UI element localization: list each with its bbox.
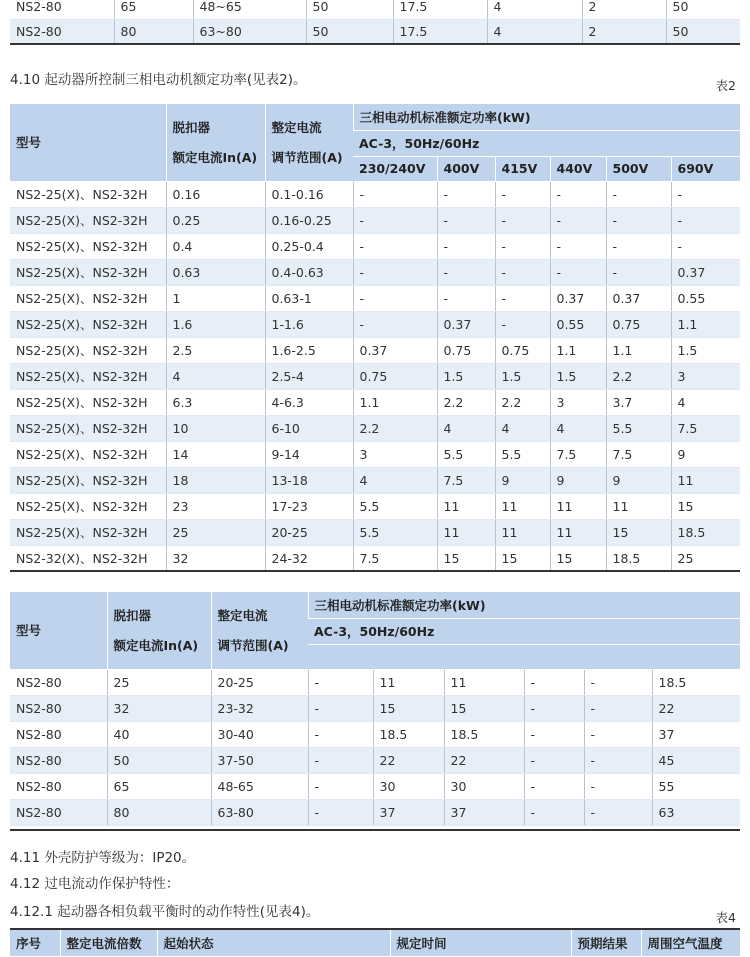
table-cell: 0.37 — [550, 285, 606, 311]
table-cell: 15 — [437, 545, 495, 571]
table-cell: NS2-80 — [10, 773, 107, 799]
table-cell: - — [437, 207, 495, 233]
table-cell: - — [308, 669, 373, 695]
t3-header-empty-band — [308, 644, 740, 669]
table-cell: - — [524, 799, 584, 825]
t2-header-voltage: 400V — [437, 156, 495, 181]
table-cell: 9 — [671, 441, 740, 467]
table-cell: 0.55 — [550, 311, 606, 337]
table-cell: NS2-80 — [10, 19, 114, 44]
t2-header-voltage: 230/240V — [353, 156, 437, 181]
t4-header-cell: 预期结果 — [571, 930, 641, 956]
table-cell: 0.16 — [166, 181, 265, 207]
table-row — [10, 773, 740, 799]
table-cell: 5.5 — [437, 441, 495, 467]
table-cell: 80 — [107, 799, 211, 825]
table-cell: - — [584, 695, 652, 721]
table-row — [10, 181, 740, 207]
t2-header-trip-line2: 额定电流In(A) — [172, 150, 258, 166]
table-cell: NS2-25(X)、NS2-32H — [10, 389, 166, 415]
table-cell: - — [308, 799, 373, 825]
table-cell: - — [550, 181, 606, 207]
table-cell: 0.25-0.4 — [265, 233, 353, 259]
table-cell: 50 — [666, 0, 740, 19]
table-cell: - — [308, 773, 373, 799]
table-cell: 3 — [550, 389, 606, 415]
trip-characteristics-table — [10, 930, 740, 957]
t3-header-trip — [107, 592, 211, 669]
table-cell: 18 — [166, 467, 265, 493]
table-cell: - — [353, 181, 437, 207]
table-cell: 5.5 — [353, 493, 437, 519]
table-row — [10, 337, 740, 363]
table-cell: 6-10 — [265, 415, 353, 441]
table-cell: - — [353, 311, 437, 337]
table-cell: - — [584, 747, 652, 773]
table-cell: 30-40 — [211, 721, 308, 747]
table-cell: - — [495, 285, 550, 311]
section-4-12-1-text: 4.12.1 起动器各相负载平衡时的动作特性(见表4)。 — [10, 904, 320, 920]
table-cell: 25 — [107, 669, 211, 695]
table-cell: 7.5 — [671, 415, 740, 441]
t3-header-setting-line2: 调节范围(A) — [217, 638, 289, 654]
table-cell: 7.5 — [606, 441, 671, 467]
table2-label: 表2 — [715, 78, 736, 93]
table-cell: 0.16-0.25 — [265, 207, 353, 233]
table-cell: 11 — [671, 467, 740, 493]
t4-header-cell: 序号 — [10, 930, 60, 956]
table-cell: 22 — [444, 747, 524, 773]
table-cell: 22 — [652, 695, 740, 721]
table-cell: 18.5 — [671, 519, 740, 545]
table-cell: - — [353, 233, 437, 259]
table-cell: 2.2 — [606, 363, 671, 389]
table-cell: 9-14 — [265, 441, 353, 467]
table-cell: 7.5 — [550, 441, 606, 467]
table-cell: NS2-80 — [10, 695, 107, 721]
table-cell: 3.7 — [606, 389, 671, 415]
table-cell: 10 — [166, 415, 265, 441]
table-cell: 15 — [671, 493, 740, 519]
t3-header-model: 型号 — [10, 592, 107, 669]
table-row — [10, 19, 740, 44]
table-cell: 17-23 — [265, 493, 353, 519]
table-cell: 0.75 — [437, 337, 495, 363]
table-cell: 23-32 — [211, 695, 308, 721]
table-cell: - — [584, 799, 652, 825]
table-cell: NS2-80 — [10, 0, 114, 19]
table-cell: 4 — [487, 19, 582, 44]
table-cell: 11 — [437, 493, 495, 519]
table-cell: - — [308, 721, 373, 747]
table-cell: - — [524, 773, 584, 799]
table-cell: 1 — [166, 285, 265, 311]
table-cell: - — [606, 207, 671, 233]
table-row — [10, 285, 740, 311]
table-cell: 3 — [353, 441, 437, 467]
t2-header-voltage: 690V — [671, 156, 740, 181]
table-cell: 50 — [107, 747, 211, 773]
table-row — [10, 0, 740, 19]
table-cell: 1.5 — [671, 337, 740, 363]
table-cell: 11 — [444, 669, 524, 695]
table-cell: 11 — [373, 669, 444, 695]
table-row — [10, 669, 740, 695]
table-cell: NS2-25(X)、NS2-32H — [10, 181, 166, 207]
table-row — [10, 389, 740, 415]
table-cell: 50 — [306, 0, 393, 19]
table-cell: 9 — [550, 467, 606, 493]
table-cell: 0.25 — [166, 207, 265, 233]
table-cell: NS2-25(X)、NS2-32H — [10, 441, 166, 467]
table-cell: NS2-25(X)、NS2-32H — [10, 259, 166, 285]
table-cell: - — [495, 311, 550, 337]
t2-header-power: 三相电动机标准额定功率(kW) — [353, 104, 740, 130]
table-cell: NS2-25(X)、NS2-32H — [10, 207, 166, 233]
motor-power-table-ns2-80 — [10, 592, 740, 826]
table-cell: 11 — [606, 493, 671, 519]
table-cell: 11 — [495, 519, 550, 545]
table-cell: 0.37 — [606, 285, 671, 311]
table-cell: 0.4-0.63 — [265, 259, 353, 285]
table-cell: 0.37 — [671, 259, 740, 285]
table-cell: - — [437, 181, 495, 207]
table-cell: 2 — [582, 19, 666, 44]
table-cell: 65 — [114, 0, 193, 19]
table-cell: 18.5 — [606, 545, 671, 571]
table-cell: 2.2 — [437, 389, 495, 415]
table-cell: - — [550, 259, 606, 285]
table-cell: - — [437, 285, 495, 311]
t2-header-setting — [265, 104, 353, 181]
table-cell: - — [495, 259, 550, 285]
table-cell: 2 — [582, 0, 666, 19]
table-cell: 4 — [671, 389, 740, 415]
table-cell: 2.2 — [495, 389, 550, 415]
table-cell: - — [437, 259, 495, 285]
table-cell: 4 — [166, 363, 265, 389]
t2-header-voltage: 500V — [606, 156, 671, 181]
table-cell: 9 — [495, 467, 550, 493]
t2-header-voltage: 415V — [495, 156, 550, 181]
table4-label: 表4 — [715, 910, 736, 925]
table-cell: 1.1 — [606, 337, 671, 363]
table-cell: 17.5 — [393, 0, 487, 19]
table-cell: 32 — [166, 545, 265, 571]
table-cell: - — [524, 747, 584, 773]
table-cell: 13-18 — [265, 467, 353, 493]
table-cell: 37 — [373, 799, 444, 825]
table-row — [10, 545, 740, 571]
table-cell: 1.1 — [550, 337, 606, 363]
table-cell: - — [353, 285, 437, 311]
table-cell: 1-1.6 — [265, 311, 353, 337]
table-cell: 4 — [353, 467, 437, 493]
table-cell: 30 — [373, 773, 444, 799]
table-cell: - — [495, 233, 550, 259]
table-cell: 48-65 — [211, 773, 308, 799]
table-cell: NS2-25(X)、NS2-32H — [10, 363, 166, 389]
t2-header-trip — [166, 104, 265, 181]
table-cell: 18.5 — [444, 721, 524, 747]
table-row — [10, 467, 740, 493]
table-cell: 0.63 — [166, 259, 265, 285]
table-cell: - — [308, 747, 373, 773]
table-row — [10, 721, 740, 747]
table-cell: 0.75 — [606, 311, 671, 337]
table-cell: - — [671, 233, 740, 259]
table-cell: NS2-25(X)、NS2-32H — [10, 467, 166, 493]
table-cell: - — [550, 207, 606, 233]
t3-header-setting — [211, 592, 308, 669]
table-row — [10, 363, 740, 389]
table-cell: 0.1-0.16 — [265, 181, 353, 207]
table-cell: 18.5 — [652, 669, 740, 695]
t2-header-model: 型号 — [10, 104, 166, 181]
t3-header-setting-line1: 整定电流 — [217, 608, 268, 624]
top-table-bottom-rule — [10, 43, 740, 45]
table-cell: 1.1 — [353, 389, 437, 415]
table-cell: NS2-25(X)、NS2-32H — [10, 337, 166, 363]
table-cell: 11 — [495, 493, 550, 519]
t2-header-voltage: 440V — [550, 156, 606, 181]
table-cell: - — [524, 721, 584, 747]
table-cell: 45 — [652, 747, 740, 773]
table-cell: - — [671, 181, 740, 207]
table-cell: NS2-32(X)、NS2-32H — [10, 545, 166, 571]
table-row — [10, 493, 740, 519]
table-cell: 50 — [666, 19, 740, 44]
table-cell: 2.5-4 — [265, 363, 353, 389]
table-cell: 11 — [437, 519, 495, 545]
table-row — [10, 695, 740, 721]
table-cell: 1.5 — [550, 363, 606, 389]
t3-header-ac3: AC-3，50Hz/60Hz — [308, 618, 740, 644]
table-cell: 63 — [652, 799, 740, 825]
table-cell: NS2-80 — [10, 799, 107, 825]
table-cell: 20-25 — [211, 669, 308, 695]
table-cell: - — [671, 207, 740, 233]
table-cell: NS2-25(X)、NS2-32H — [10, 519, 166, 545]
table-cell: 11 — [550, 519, 606, 545]
table-cell: 9 — [606, 467, 671, 493]
table-cell: - — [524, 669, 584, 695]
table-cell: 1.5 — [437, 363, 495, 389]
table-cell: NS2-80 — [10, 747, 107, 773]
t2-header-trip-line1: 脱扣器 — [172, 120, 211, 136]
table-row — [10, 519, 740, 545]
table-cell: NS2-25(X)、NS2-32H — [10, 493, 166, 519]
table-cell: - — [353, 207, 437, 233]
table-cell: 0.37 — [353, 337, 437, 363]
table-cell: - — [550, 233, 606, 259]
t3-header-power: 三相电动机标准额定功率(kW) — [308, 592, 740, 618]
table-cell: 7.5 — [353, 545, 437, 571]
table-cell: NS2-25(X)、NS2-32H — [10, 311, 166, 337]
table-cell: 17.5 — [393, 19, 487, 44]
t2-header-setting-line2: 调节范围(A) — [271, 150, 343, 166]
table-cell: 63~80 — [193, 19, 306, 44]
table-cell: - — [584, 773, 652, 799]
table-cell: NS2-25(X)、NS2-32H — [10, 285, 166, 311]
table-cell: 2.5 — [166, 337, 265, 363]
table-cell: - — [495, 207, 550, 233]
table-cell: NS2-25(X)、NS2-32H — [10, 415, 166, 441]
top-partial-table — [10, 0, 740, 45]
table-cell: - — [308, 695, 373, 721]
table-cell: - — [524, 695, 584, 721]
t4-header-cell: 周围空气温度 — [641, 930, 740, 956]
table-cell: 1.6-2.5 — [265, 337, 353, 363]
t3-bottom-rule — [10, 829, 740, 831]
table-cell: 4 — [550, 415, 606, 441]
table-cell: 37 — [652, 721, 740, 747]
table-cell: 1.5 — [495, 363, 550, 389]
table-cell: 5.5 — [495, 441, 550, 467]
table-cell: NS2-80 — [10, 669, 107, 695]
table-cell: 63-80 — [211, 799, 308, 825]
t4-header-cell: 整定电流倍数 — [60, 930, 157, 956]
table-cell: - — [437, 233, 495, 259]
table-cell: 6.3 — [166, 389, 265, 415]
table-cell: - — [584, 721, 652, 747]
table-cell: 15 — [606, 519, 671, 545]
table-cell: 40 — [107, 721, 211, 747]
table-cell: 15 — [495, 545, 550, 571]
table-cell: 11 — [550, 493, 606, 519]
table-cell: 4 — [437, 415, 495, 441]
table-cell: NS2-25(X)、NS2-32H — [10, 233, 166, 259]
table-cell: - — [353, 259, 437, 285]
table-cell: 20-25 — [265, 519, 353, 545]
t2-header-setting-line1: 整定电流 — [271, 120, 322, 136]
table-cell: - — [606, 181, 671, 207]
table-row — [10, 415, 740, 441]
table-cell: 4 — [487, 0, 582, 19]
table-cell: 7.5 — [437, 467, 495, 493]
table-cell: 4 — [495, 415, 550, 441]
table-cell: - — [606, 259, 671, 285]
table-cell: 22 — [373, 747, 444, 773]
table-row — [10, 311, 740, 337]
table-cell: 65 — [107, 773, 211, 799]
section-4-11-text: 4.11 外壳防护等级为：IP20。 — [10, 850, 196, 866]
table-cell: 18.5 — [373, 721, 444, 747]
table-cell: 37 — [444, 799, 524, 825]
table-cell: 1.6 — [166, 311, 265, 337]
t4-header-cell: 起始状态 — [157, 930, 390, 956]
table-row — [10, 233, 740, 259]
t4-header-cell: 规定时间 — [390, 930, 571, 956]
table-cell: 0.55 — [671, 285, 740, 311]
table-cell: - — [495, 181, 550, 207]
table-cell: 14 — [166, 441, 265, 467]
section-4-12-text: 4.12 过电流动作保护特性： — [10, 876, 180, 892]
table-cell: 0.4 — [166, 233, 265, 259]
table-cell: 5.5 — [353, 519, 437, 545]
table-cell: 37-50 — [211, 747, 308, 773]
table-cell: 0.63-1 — [265, 285, 353, 311]
table-cell: 30 — [444, 773, 524, 799]
table-cell: 50 — [306, 19, 393, 44]
table-row — [10, 441, 740, 467]
table-row — [10, 747, 740, 773]
table-cell: NS2-80 — [10, 721, 107, 747]
table-cell: 1.1 — [671, 311, 740, 337]
table-cell: 4-6.3 — [265, 389, 353, 415]
table-cell: 15 — [373, 695, 444, 721]
t2-bottom-rule — [10, 570, 740, 572]
table-cell: 0.75 — [495, 337, 550, 363]
table-cell: 32 — [107, 695, 211, 721]
table-cell: 5.5 — [606, 415, 671, 441]
table-cell: 15 — [444, 695, 524, 721]
t3-header-trip-line1: 脱扣器 — [113, 608, 152, 624]
table-row — [10, 799, 740, 825]
table-cell: 24-32 — [265, 545, 353, 571]
table-cell: 15 — [550, 545, 606, 571]
t3-header-trip-line2: 额定电流In(A) — [113, 638, 199, 654]
table-row — [10, 259, 740, 285]
table-cell: 0.75 — [353, 363, 437, 389]
table-cell: 0.37 — [437, 311, 495, 337]
table-cell: 23 — [166, 493, 265, 519]
section-4-10-text: 4.10 起动器所控制三相电动机额定功率(见表2)。 — [10, 72, 307, 88]
table-cell: 25 — [166, 519, 265, 545]
table-cell: 3 — [671, 363, 740, 389]
table-cell: - — [584, 669, 652, 695]
table-cell: 48~65 — [193, 0, 306, 19]
table-cell: 55 — [652, 773, 740, 799]
table-cell: - — [606, 233, 671, 259]
table-cell: 2.2 — [353, 415, 437, 441]
motor-power-table-ns2-25 — [10, 104, 740, 572]
t2-header-ac3: AC-3，50Hz/60Hz — [353, 130, 740, 156]
table-cell: 25 — [671, 545, 740, 571]
table-cell: 80 — [114, 19, 193, 44]
table-row — [10, 207, 740, 233]
